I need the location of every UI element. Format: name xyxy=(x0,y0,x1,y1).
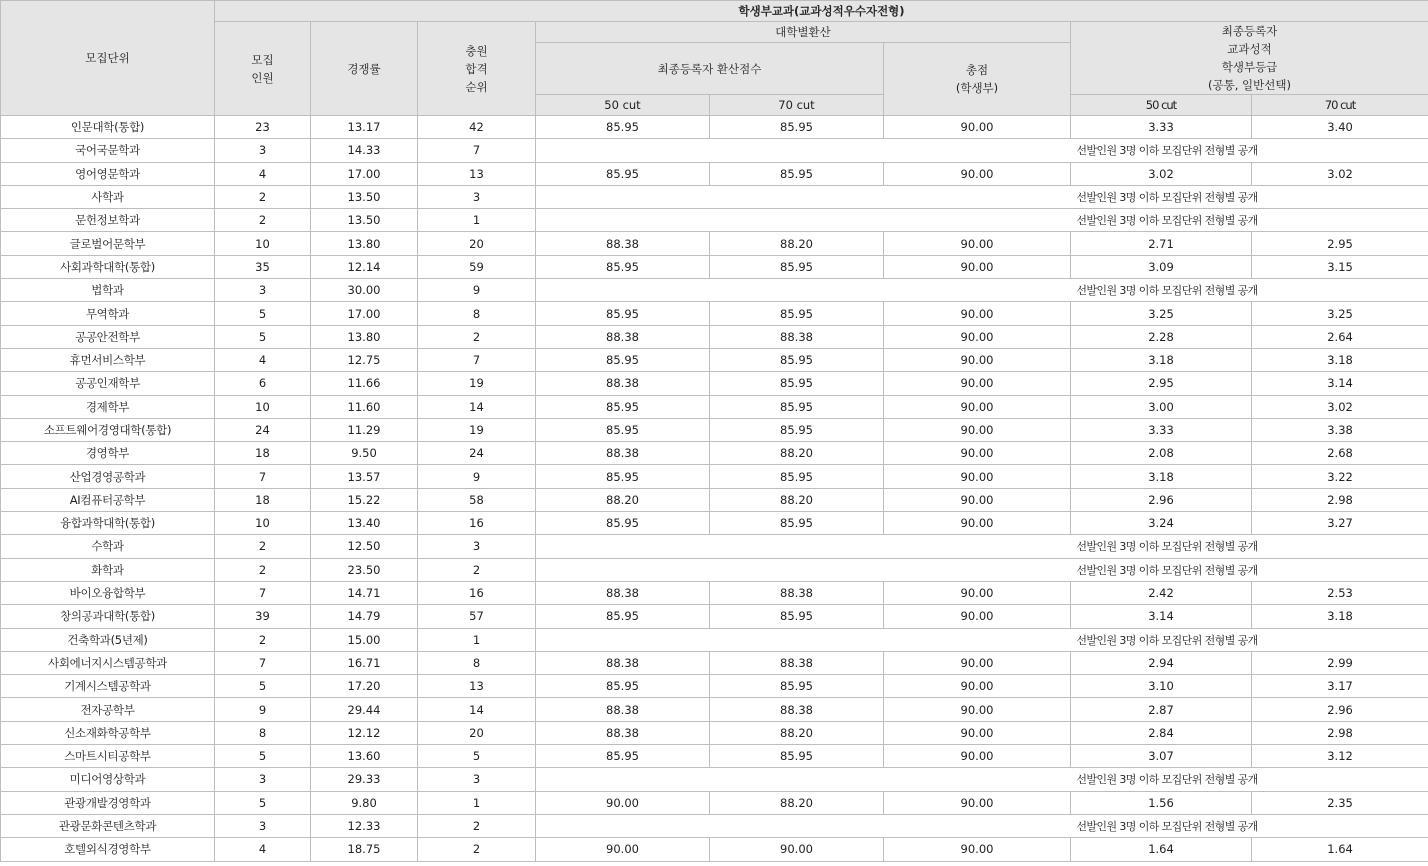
cell-competition: 13.80 xyxy=(311,325,418,348)
cell-recruit-unit: 사회에너지시스템공학과 xyxy=(1,651,215,674)
cell-rank: 14 xyxy=(418,698,536,721)
cell-recruit-unit: 국어국문학과 xyxy=(1,139,215,162)
cell-grade-cut50: 2.28 xyxy=(1071,325,1252,348)
cell-total-score: 90.00 xyxy=(884,675,1071,698)
cell-rank: 2 xyxy=(418,325,536,348)
cell-competition: 14.71 xyxy=(311,581,418,604)
table-row xyxy=(1,605,1428,628)
cell-grade-cut70: 3.27 xyxy=(1252,512,1428,535)
table-row xyxy=(1,791,1428,814)
cell-recruit-unit: 호텔외식경영학부 xyxy=(1,838,215,861)
table-row xyxy=(1,185,1428,208)
cell-quota: 5 xyxy=(215,675,311,698)
cell-grade-cut50: 1.56 xyxy=(1071,791,1252,814)
cell-score-cut50: 88.38 xyxy=(536,581,710,604)
cell-recruit-unit: 신소재화학공학부 xyxy=(1,721,215,744)
table-row xyxy=(1,488,1428,511)
cell-competition: 14.79 xyxy=(311,605,418,628)
cell-total-score: 90.00 xyxy=(884,325,1071,348)
table-row xyxy=(1,372,1428,395)
cell-grade-cut70: 2.53 xyxy=(1252,581,1428,604)
cell-recruit-unit: 법학과 xyxy=(1,279,215,302)
cell-grade-cut50: 3.10 xyxy=(1071,675,1252,698)
cell-quota: 4 xyxy=(215,348,311,371)
cell-score-cut70: 88.20 xyxy=(710,791,884,814)
cell-grade-cut50: 3.09 xyxy=(1071,255,1252,278)
table-row xyxy=(1,395,1428,418)
cell-quota: 3 xyxy=(215,768,311,791)
cell-score-cut50: 85.95 xyxy=(536,162,710,185)
table-row xyxy=(1,139,1428,162)
cell-recruit-unit: 기계시스템공학과 xyxy=(1,675,215,698)
cell-score-cut70: 88.38 xyxy=(710,698,884,721)
cell-competition: 17.00 xyxy=(311,162,418,185)
cell-total-score: 90.00 xyxy=(884,465,1071,488)
cell-recruit-unit: 창의공과대학(통합) xyxy=(1,605,215,628)
cell-score-cut50: 85.95 xyxy=(536,255,710,278)
table-row xyxy=(1,442,1428,465)
cell-rank: 57 xyxy=(418,605,536,628)
cell-recruit-unit: 경영학부 xyxy=(1,442,215,465)
cell-score-cut70: 85.95 xyxy=(710,162,884,185)
cell-competition: 23.50 xyxy=(311,558,418,581)
cell-score-cut70: 85.95 xyxy=(710,418,884,441)
cell-quota: 5 xyxy=(215,302,311,325)
cell-recruit-unit: 스마트시티공학부 xyxy=(1,745,215,768)
cell-disclosure-note: 선발인원 3명 이하 모집단위 전형별 공개 xyxy=(536,768,1428,791)
cell-score-cut50: 85.95 xyxy=(536,465,710,488)
cell-grade-cut50: 2.08 xyxy=(1071,442,1252,465)
cell-grade-cut70: 3.14 xyxy=(1252,372,1428,395)
cell-rank: 9 xyxy=(418,465,536,488)
cell-total-score: 90.00 xyxy=(884,791,1071,814)
cell-competition: 11.29 xyxy=(311,418,418,441)
cell-recruit-unit: 사회과학대학(통합) xyxy=(1,255,215,278)
cell-recruit-unit: 무역학과 xyxy=(1,302,215,325)
cell-competition: 13.60 xyxy=(311,745,418,768)
cell-total-score: 90.00 xyxy=(884,581,1071,604)
cell-rank: 8 xyxy=(418,651,536,674)
cell-competition: 16.71 xyxy=(311,651,418,674)
cell-grade-cut50: 3.00 xyxy=(1071,395,1252,418)
cell-competition: 29.33 xyxy=(311,768,418,791)
cell-grade-cut50: 3.25 xyxy=(1071,302,1252,325)
cell-quota: 3 xyxy=(215,139,311,162)
cell-rank: 1 xyxy=(418,628,536,651)
cell-grade-cut50: 2.96 xyxy=(1071,488,1252,511)
cell-quota: 18 xyxy=(215,488,311,511)
cell-rank: 19 xyxy=(418,418,536,441)
header-cut70-score: 70 cut xyxy=(710,95,884,116)
cell-quota: 5 xyxy=(215,325,311,348)
cell-recruit-unit: 화학과 xyxy=(1,558,215,581)
cell-quota: 18 xyxy=(215,442,311,465)
cell-grade-cut70: 3.12 xyxy=(1252,745,1428,768)
cell-score-cut50: 88.38 xyxy=(536,442,710,465)
cell-quota: 2 xyxy=(215,209,311,232)
cell-score-cut70: 88.20 xyxy=(710,232,884,255)
cell-grade-cut70: 3.15 xyxy=(1252,255,1428,278)
cell-grade-cut50: 3.33 xyxy=(1071,418,1252,441)
cell-score-cut50: 85.95 xyxy=(536,116,710,139)
header-cut50-score: 50 cut xyxy=(536,95,710,116)
header-quota: 모집 인원 xyxy=(215,22,311,116)
cell-total-score: 90.00 xyxy=(884,745,1071,768)
header-recruit-unit: 모집단위 xyxy=(1,1,215,116)
cell-grade-cut70: 3.22 xyxy=(1252,465,1428,488)
cell-score-cut50: 85.95 xyxy=(536,745,710,768)
cell-competition: 17.20 xyxy=(311,675,418,698)
cell-grade-cut70: 3.02 xyxy=(1252,162,1428,185)
cell-grade-cut70: 2.98 xyxy=(1252,721,1428,744)
cell-recruit-unit: 미디어영상학과 xyxy=(1,768,215,791)
cell-score-cut50: 88.38 xyxy=(536,698,710,721)
cell-total-score: 90.00 xyxy=(884,512,1071,535)
cell-score-cut50: 88.38 xyxy=(536,721,710,744)
cell-recruit-unit: 문헌정보학과 xyxy=(1,209,215,232)
cell-recruit-unit: 공공안전학부 xyxy=(1,325,215,348)
cell-rank: 16 xyxy=(418,581,536,604)
cell-score-cut70: 88.20 xyxy=(710,488,884,511)
table-row xyxy=(1,116,1428,139)
cell-quota: 2 xyxy=(215,558,311,581)
cell-disclosure-note: 선발인원 3명 이하 모집단위 전형별 공개 xyxy=(536,209,1428,232)
cell-quota: 9 xyxy=(215,698,311,721)
cell-quota: 3 xyxy=(215,279,311,302)
cell-grade-cut70: 3.25 xyxy=(1252,302,1428,325)
cell-quota: 7 xyxy=(215,651,311,674)
cell-recruit-unit: 소프트웨어경영대학(통합) xyxy=(1,418,215,441)
cell-grade-cut50: 3.18 xyxy=(1071,465,1252,488)
cell-recruit-unit: 전자공학부 xyxy=(1,698,215,721)
cell-score-cut70: 85.95 xyxy=(710,745,884,768)
table-row xyxy=(1,348,1428,371)
table-row xyxy=(1,651,1428,674)
cell-score-cut70: 85.95 xyxy=(710,255,884,278)
cell-rank: 19 xyxy=(418,372,536,395)
cell-total-score: 90.00 xyxy=(884,651,1071,674)
cell-quota: 2 xyxy=(215,535,311,558)
cell-competition: 13.40 xyxy=(311,512,418,535)
cell-grade-cut70: 2.35 xyxy=(1252,791,1428,814)
cell-score-cut70: 88.20 xyxy=(710,442,884,465)
cell-quota: 10 xyxy=(215,232,311,255)
cell-score-cut50: 85.95 xyxy=(536,302,710,325)
table-row xyxy=(1,162,1428,185)
cell-rank: 59 xyxy=(418,255,536,278)
cell-total-score: 90.00 xyxy=(884,605,1071,628)
cell-quota: 7 xyxy=(215,581,311,604)
cell-recruit-unit: 바이오융합학부 xyxy=(1,581,215,604)
cell-rank: 5 xyxy=(418,745,536,768)
header-univ-conversion: 대학별환산 xyxy=(536,22,1071,43)
cell-total-score: 90.00 xyxy=(884,302,1071,325)
cell-rank: 58 xyxy=(418,488,536,511)
cell-score-cut50: 88.38 xyxy=(536,651,710,674)
cell-grade-cut50: 2.94 xyxy=(1071,651,1252,674)
cell-recruit-unit: 산업경영공학과 xyxy=(1,465,215,488)
cell-total-score: 90.00 xyxy=(884,116,1071,139)
cell-grade-cut70: 2.95 xyxy=(1252,232,1428,255)
cell-grade-cut70: 2.96 xyxy=(1252,698,1428,721)
header-competition: 경쟁률 xyxy=(311,22,418,116)
table-body xyxy=(1,116,1428,862)
cell-score-cut70: 85.95 xyxy=(710,302,884,325)
cell-grade-cut50: 1.64 xyxy=(1071,838,1252,861)
header-final-reg-conv: 최종등록자 환산점수 xyxy=(536,43,884,95)
cell-rank: 3 xyxy=(418,768,536,791)
cell-score-cut50: 85.95 xyxy=(536,348,710,371)
cell-score-cut70: 85.95 xyxy=(710,465,884,488)
table-row xyxy=(1,232,1428,255)
cell-score-cut50: 85.95 xyxy=(536,512,710,535)
cell-competition: 18.75 xyxy=(311,838,418,861)
cell-competition: 30.00 xyxy=(311,279,418,302)
cell-disclosure-note: 선발인원 3명 이하 모집단위 전형별 공개 xyxy=(536,535,1428,558)
cell-score-cut50: 85.95 xyxy=(536,675,710,698)
cell-recruit-unit: 사학과 xyxy=(1,185,215,208)
cell-score-cut50: 90.00 xyxy=(536,838,710,861)
cell-grade-cut70: 3.18 xyxy=(1252,348,1428,371)
cell-recruit-unit: 인문대학(통합) xyxy=(1,116,215,139)
cell-score-cut70: 85.95 xyxy=(710,605,884,628)
cell-total-score: 90.00 xyxy=(884,838,1071,861)
table-row xyxy=(1,465,1428,488)
cell-rank: 2 xyxy=(418,558,536,581)
cell-score-cut70: 85.95 xyxy=(710,116,884,139)
cell-competition: 9.50 xyxy=(311,442,418,465)
cell-competition: 13.80 xyxy=(311,232,418,255)
cell-rank: 3 xyxy=(418,535,536,558)
cell-competition: 12.14 xyxy=(311,255,418,278)
header-final-reg-grade: 최종등록자 교과성적 학생부등급 (공통, 일반선택) xyxy=(1071,22,1428,95)
table-row xyxy=(1,255,1428,278)
cell-quota: 8 xyxy=(215,721,311,744)
cell-competition: 9.80 xyxy=(311,791,418,814)
header-cut70-grade: 70 cut xyxy=(1252,95,1428,116)
cell-competition: 11.60 xyxy=(311,395,418,418)
cell-rank: 20 xyxy=(418,721,536,744)
cell-rank: 2 xyxy=(418,838,536,861)
table-row xyxy=(1,209,1428,232)
cell-competition: 12.12 xyxy=(311,721,418,744)
cell-score-cut50: 85.95 xyxy=(536,605,710,628)
cell-quota: 39 xyxy=(215,605,311,628)
cell-grade-cut50: 3.02 xyxy=(1071,162,1252,185)
cell-quota: 6 xyxy=(215,372,311,395)
cell-score-cut70: 88.38 xyxy=(710,581,884,604)
cell-grade-cut50: 3.18 xyxy=(1071,348,1252,371)
cell-score-cut50: 88.38 xyxy=(536,325,710,348)
table-row xyxy=(1,721,1428,744)
cell-grade-cut50: 2.71 xyxy=(1071,232,1252,255)
cell-score-cut70: 88.38 xyxy=(710,651,884,674)
cell-score-cut70: 85.95 xyxy=(710,675,884,698)
cell-recruit-unit: 경제학부 xyxy=(1,395,215,418)
cell-rank: 3 xyxy=(418,185,536,208)
cell-quota: 24 xyxy=(215,418,311,441)
cell-disclosure-note: 선발인원 3명 이하 모집단위 전형별 공개 xyxy=(536,279,1428,302)
cell-grade-cut70: 2.99 xyxy=(1252,651,1428,674)
cell-recruit-unit: 관광문화콘텐츠학과 xyxy=(1,814,215,837)
cell-quota: 5 xyxy=(215,791,311,814)
cell-recruit-unit: 수학과 xyxy=(1,535,215,558)
table-row xyxy=(1,279,1428,302)
cell-disclosure-note: 선발인원 3명 이하 모집단위 전형별 공개 xyxy=(536,185,1428,208)
cell-score-cut50: 85.95 xyxy=(536,395,710,418)
cell-total-score: 90.00 xyxy=(884,418,1071,441)
cell-rank: 24 xyxy=(418,442,536,465)
cell-score-cut50: 88.38 xyxy=(536,372,710,395)
table-row xyxy=(1,628,1428,651)
cell-rank: 13 xyxy=(418,675,536,698)
cell-total-score: 90.00 xyxy=(884,255,1071,278)
cell-competition: 13.50 xyxy=(311,209,418,232)
cell-quota: 10 xyxy=(215,395,311,418)
cell-grade-cut70: 3.40 xyxy=(1252,116,1428,139)
cell-total-score: 90.00 xyxy=(884,162,1071,185)
cell-grade-cut70: 3.02 xyxy=(1252,395,1428,418)
cell-grade-cut50: 2.87 xyxy=(1071,698,1252,721)
cell-quota: 7 xyxy=(215,465,311,488)
cell-grade-cut50: 2.95 xyxy=(1071,372,1252,395)
cell-rank: 1 xyxy=(418,791,536,814)
cell-total-score: 90.00 xyxy=(884,721,1071,744)
table-header xyxy=(1,1,1428,116)
cell-recruit-unit: 융합과학대학(통합) xyxy=(1,512,215,535)
cell-quota: 3 xyxy=(215,814,311,837)
table-row xyxy=(1,325,1428,348)
cell-competition: 17.00 xyxy=(311,302,418,325)
header-main-title: 학생부교과(교과성적우수자전형) xyxy=(215,1,1428,22)
cell-disclosure-note: 선발인원 3명 이하 모집단위 전형별 공개 xyxy=(536,558,1428,581)
cell-grade-cut50: 3.07 xyxy=(1071,745,1252,768)
cell-rank: 7 xyxy=(418,139,536,162)
cell-score-cut70: 88.38 xyxy=(710,325,884,348)
cell-score-cut70: 90.00 xyxy=(710,838,884,861)
cell-recruit-unit: 관광개발경영학과 xyxy=(1,791,215,814)
cell-recruit-unit: 글로벌어문학부 xyxy=(1,232,215,255)
cell-grade-cut50: 3.14 xyxy=(1071,605,1252,628)
cell-disclosure-note: 선발인원 3명 이하 모집단위 전형별 공개 xyxy=(536,139,1428,162)
cell-rank: 42 xyxy=(418,116,536,139)
cell-total-score: 90.00 xyxy=(884,488,1071,511)
cell-rank: 1 xyxy=(418,209,536,232)
table-row xyxy=(1,675,1428,698)
cell-competition: 12.75 xyxy=(311,348,418,371)
cell-grade-cut70: 2.68 xyxy=(1252,442,1428,465)
cell-quota: 2 xyxy=(215,628,311,651)
cell-disclosure-note: 선발인원 3명 이하 모집단위 전형별 공개 xyxy=(536,628,1428,651)
cell-recruit-unit: 건축학과(5년제) xyxy=(1,628,215,651)
cell-grade-cut50: 2.42 xyxy=(1071,581,1252,604)
cell-competition: 13.17 xyxy=(311,116,418,139)
cell-rank: 14 xyxy=(418,395,536,418)
table-row xyxy=(1,558,1428,581)
cell-quota: 2 xyxy=(215,185,311,208)
cell-grade-cut70: 3.17 xyxy=(1252,675,1428,698)
cell-rank: 20 xyxy=(418,232,536,255)
cell-score-cut70: 85.95 xyxy=(710,348,884,371)
cell-competition: 12.33 xyxy=(311,814,418,837)
table-row xyxy=(1,512,1428,535)
cell-score-cut50: 85.95 xyxy=(536,418,710,441)
cell-rank: 7 xyxy=(418,348,536,371)
cell-recruit-unit: AI컴퓨터공학부 xyxy=(1,488,215,511)
cell-competition: 15.22 xyxy=(311,488,418,511)
table-row xyxy=(1,302,1428,325)
cell-score-cut50: 90.00 xyxy=(536,791,710,814)
cell-total-score: 90.00 xyxy=(884,698,1071,721)
cell-competition: 11.66 xyxy=(311,372,418,395)
cell-grade-cut70: 2.98 xyxy=(1252,488,1428,511)
table-row xyxy=(1,768,1428,791)
cell-grade-cut70: 1.64 xyxy=(1252,838,1428,861)
cell-total-score: 90.00 xyxy=(884,395,1071,418)
header-rank: 충원 합격 순위 xyxy=(418,22,536,116)
cell-score-cut70: 85.95 xyxy=(710,395,884,418)
cell-score-cut50: 88.38 xyxy=(536,232,710,255)
cell-total-score: 90.00 xyxy=(884,348,1071,371)
cell-total-score: 90.00 xyxy=(884,232,1071,255)
cell-quota: 10 xyxy=(215,512,311,535)
cell-competition: 29.44 xyxy=(311,698,418,721)
cell-total-score: 90.00 xyxy=(884,372,1071,395)
table-row xyxy=(1,745,1428,768)
cell-grade-cut70: 3.38 xyxy=(1252,418,1428,441)
table-row xyxy=(1,418,1428,441)
cell-competition: 13.57 xyxy=(311,465,418,488)
cell-grade-cut50: 2.84 xyxy=(1071,721,1252,744)
cell-grade-cut50: 3.33 xyxy=(1071,116,1252,139)
cell-recruit-unit: 휴먼서비스학부 xyxy=(1,348,215,371)
cell-recruit-unit: 공공인재학부 xyxy=(1,372,215,395)
cell-competition: 14.33 xyxy=(311,139,418,162)
cell-quota: 5 xyxy=(215,745,311,768)
cell-rank: 9 xyxy=(418,279,536,302)
cell-quota: 4 xyxy=(215,838,311,861)
table-row xyxy=(1,814,1428,837)
cell-competition: 15.00 xyxy=(311,628,418,651)
cell-rank: 2 xyxy=(418,814,536,837)
cell-score-cut70: 85.95 xyxy=(710,372,884,395)
header-total-score: 총점 (학생부) xyxy=(884,43,1071,116)
cell-competition: 13.50 xyxy=(311,185,418,208)
cell-grade-cut50: 3.24 xyxy=(1071,512,1252,535)
table-row xyxy=(1,838,1428,861)
table-row xyxy=(1,698,1428,721)
cell-recruit-unit: 영어영문학과 xyxy=(1,162,215,185)
cell-rank: 8 xyxy=(418,302,536,325)
header-cut50-grade: 50 cut xyxy=(1071,95,1252,116)
cell-score-cut70: 88.20 xyxy=(710,721,884,744)
cell-total-score: 90.00 xyxy=(884,442,1071,465)
cell-rank: 16 xyxy=(418,512,536,535)
table-row xyxy=(1,581,1428,604)
cell-quota: 4 xyxy=(215,162,311,185)
cell-disclosure-note: 선발인원 3명 이하 모집단위 전형별 공개 xyxy=(536,814,1428,837)
cell-grade-cut70: 2.64 xyxy=(1252,325,1428,348)
cell-rank: 13 xyxy=(418,162,536,185)
cell-quota: 23 xyxy=(215,116,311,139)
cell-score-cut70: 85.95 xyxy=(710,512,884,535)
cell-competition: 12.50 xyxy=(311,535,418,558)
table-row xyxy=(1,535,1428,558)
cell-quota: 35 xyxy=(215,255,311,278)
cell-grade-cut70: 3.18 xyxy=(1252,605,1428,628)
cell-score-cut50: 88.20 xyxy=(536,488,710,511)
